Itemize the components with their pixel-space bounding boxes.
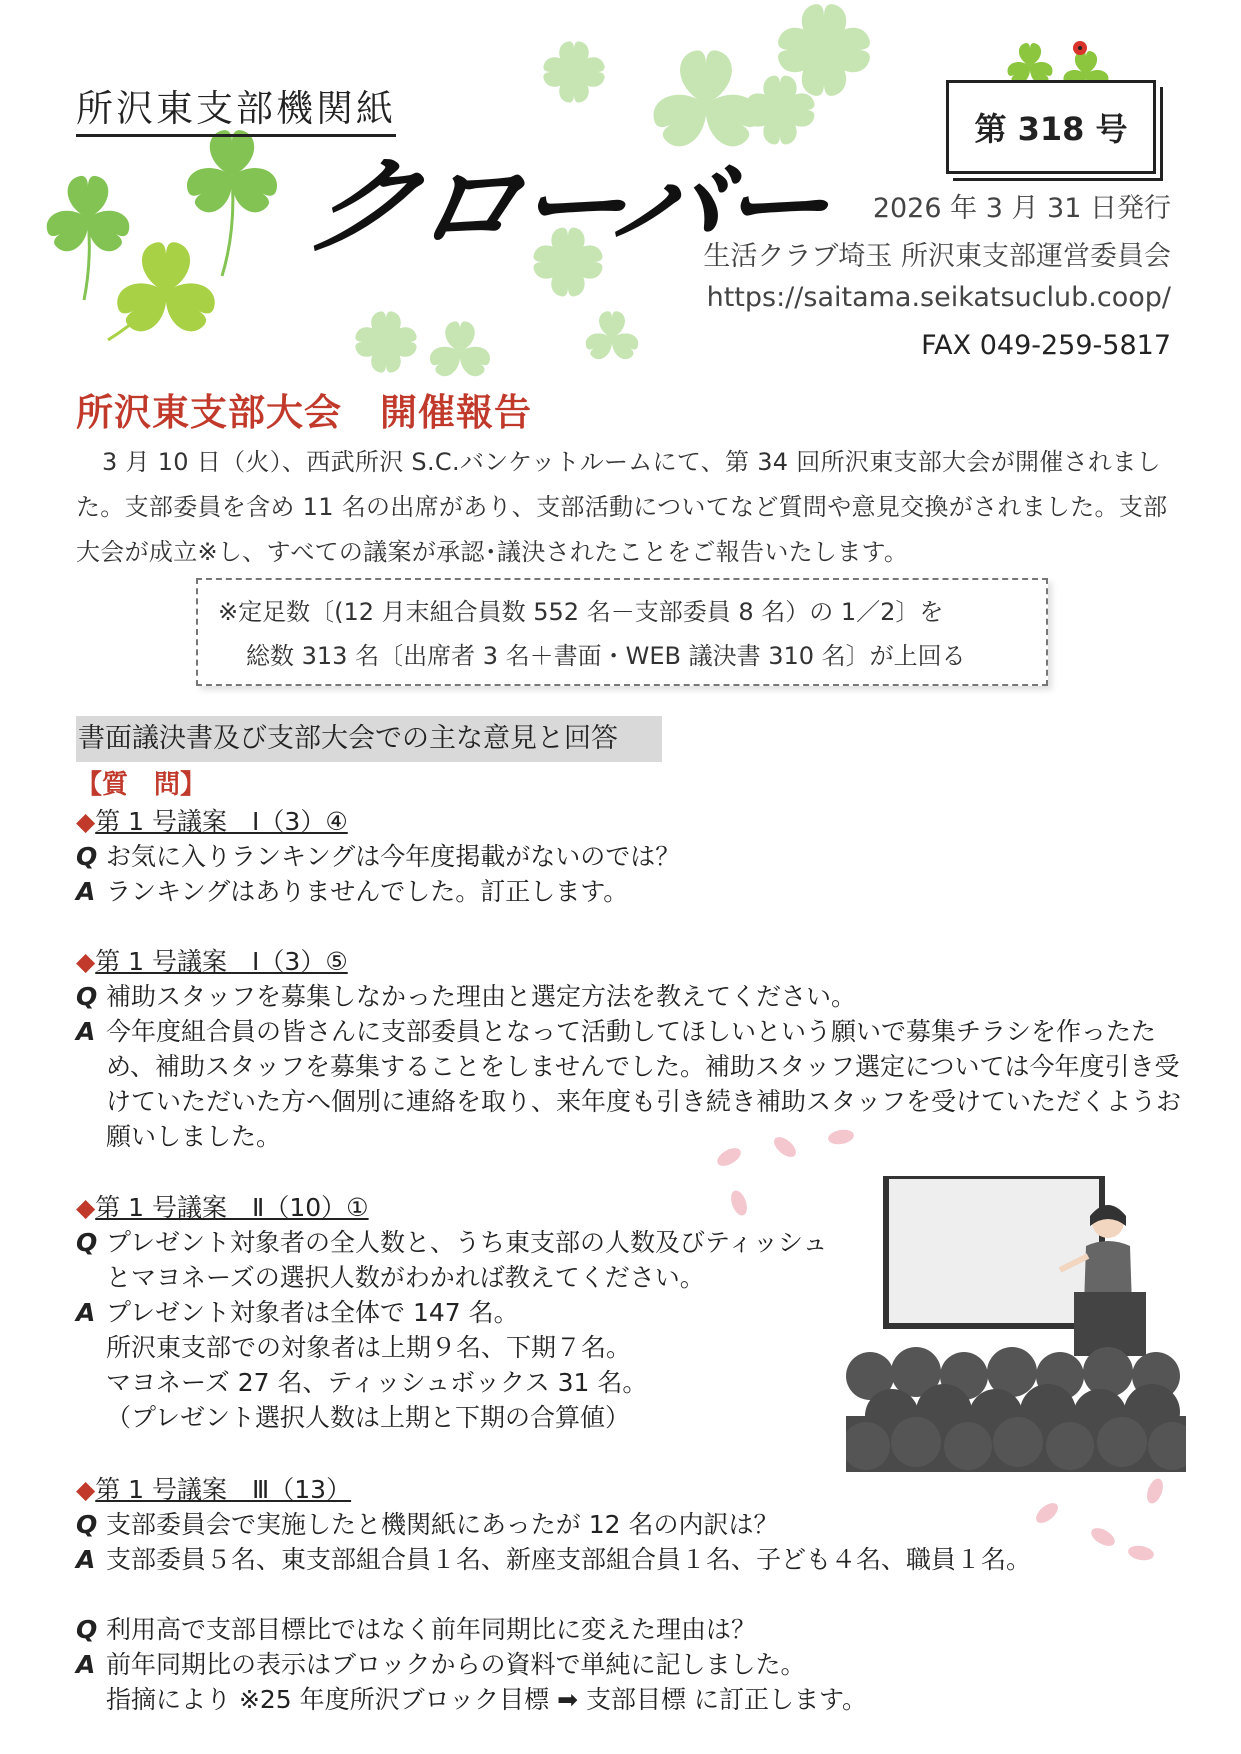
clover-icon [41,130,282,340]
question: Q 利用高で支部目標比ではなく前年同期比に変えた理由は？ [76,1615,757,1644]
qa-section-heading: 書面議決書及び支部大会での主な意見と回答 [76,716,662,762]
question: Q お気に入りランキングは今年度掲載がないのでは？ [76,842,681,871]
question: Q プレゼント対象者の全人数と、うち東支部の人数及びティッシュとマヨネーズの選択人数がわかれば教えてください。 [76,1228,828,1292]
diamond-icon: ◆ [76,947,96,976]
answer: A 今年度組合員の皆さんに支部委員となって活動してほしいという願いで募集チラシを作ったため、補助スタッフを募集することをしませんでした。補助スタッフ選定については今年度引き受けていただいた方へ個別に連絡を取り、来年度も引き続き補助スタッフを受けていただくようお願いしました。 [76,1017,1182,1151]
answer: A プレゼント対象者は全体で 147 名。 所沢東支部での対象者は上期９名、下期７名。 マヨネーズ 27 名、ティッシュボックス 31 名。 （プレゼント選択人数は上期と下期の合算値） [76,1298,648,1432]
diamond-icon: ◆ [76,1193,96,1222]
presenter-illustration [846,1176,1186,1472]
qa-item-1 [76,804,1186,909]
issue-number: 第 318 号 [974,110,1128,148]
answer: A 支部委員５名、東支部組合員１名、新座支部組合員１名、子ども４名、職員１名。 [76,1545,1032,1574]
qa-item-4 [76,1472,1186,1717]
agenda-title: ◆第 1 号議案 Ⅱ（10）① [76,1193,369,1222]
article-headline: 所沢東支部大会 開催報告 [76,391,532,434]
fax-number: FAX 049-259-5817 [921,330,1171,361]
qa-item-2 [76,944,1186,1154]
quorum-note-line2: 総数 313 名〔出席者 3 名＋書面・WEB 議決書 310 名〕が上回る [246,642,966,670]
question-label: 【質 問】 [76,770,207,800]
article-intro: 3 月 10 日（火）、西武所沢 S.C.バンケットルームにて、第 34 回所沢東支部大会が開催されました。支部委員を含め 11 名の出席があり、支部活動についてなど質問や意見交換がされました。支部大会が成立※し、すべての議案が承認･議決されたことをご報告いたします。 [76,448,1168,566]
ladybug-icon [1073,41,1087,55]
publisher: 生活クラブ埼玉 所沢東支部運営委員会 [703,241,1171,272]
agenda-title: ◆第 1 号議案 Ⅲ（13） [76,1475,352,1504]
qa-item-3 [76,1190,836,1435]
website-url[interactable]: https://saitama.seikatsuclub.coop/ [706,282,1171,313]
publish-date: 2026 年 3 月 31 日発行 [872,193,1171,224]
diamond-icon: ◆ [76,1475,96,1504]
quorum-note [196,578,1048,686]
question: Q 補助スタッフを募集しなかった理由と選定方法を教えてください。 [76,982,857,1011]
agenda-title: ◆第 1 号議案 Ⅰ（3）⑤ [76,947,348,976]
answer: A 前年同期比の表示はブロックからの資料で単純に記しました。 指摘により ※25 年度所沢ブロック目標 ➡ 支部目標 に訂正します。 [76,1650,867,1714]
masthead-title: クローバー [293,144,840,270]
masthead-subtitle: 所沢東支部機関紙 [76,78,396,137]
issue-number-badge [946,80,1156,174]
diamond-icon: ◆ [76,807,96,836]
answer: A ランキングはありませんでした。訂正します。 [76,877,629,906]
question: Q 支部委員会で実施したと機関紙にあったが 12 名の内訳は？ [76,1510,779,1539]
quorum-note-line1: ※定足数〔(12 月末組合員数 552 名－支部委員 8 名）の 1／2〕を [218,598,944,626]
agenda-title: ◆第 1 号議案 Ⅰ（3）④ [76,807,348,836]
